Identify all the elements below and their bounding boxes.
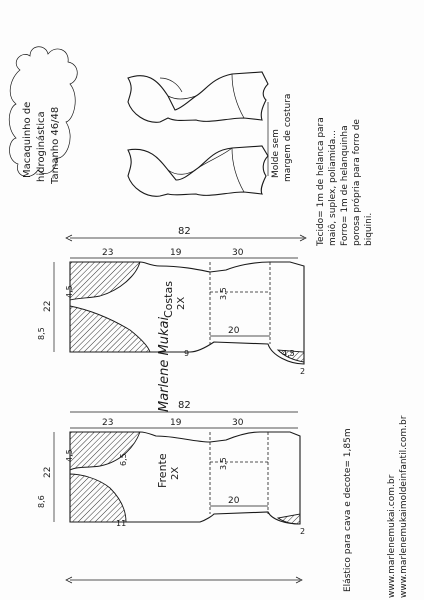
back-dim-2: 2 <box>300 367 306 376</box>
footer-url-2: www.marlenemukaimoldeinfantil.com.br <box>399 415 409 598</box>
sketch-back-view <box>128 72 268 122</box>
back-dim-30: 30 <box>232 248 244 258</box>
material-line-2: maiô, suplex, poliamida... <box>328 130 338 246</box>
molde-note-line-2: margem de costura <box>283 93 293 182</box>
front-dim-2: 2 <box>300 527 306 536</box>
front-dim-11: 11 <box>116 519 127 528</box>
footer-url-1: www.marlenemukai.com.br <box>387 474 397 598</box>
back-dim-19: 19 <box>170 248 182 258</box>
back-label: Costas <box>162 281 175 318</box>
back-dim-23: 23 <box>102 248 114 258</box>
front-dim-20: 20 <box>228 496 240 506</box>
front-label: Frente <box>156 453 169 488</box>
material-line-3: Forro= 1m de helanquinha <box>340 125 350 246</box>
back-dim-9: 9 <box>184 349 190 358</box>
material-line-1: Tecido= 1m de helanca para <box>316 117 326 246</box>
front-dim-19: 19 <box>170 418 182 428</box>
title-line-1: Macaquinho de <box>22 101 33 178</box>
title-line-2: hidroginástica <box>36 111 47 182</box>
front-dim-22: 22 <box>43 466 53 478</box>
title-line-3: Tamanho 46/48 <box>50 106 61 184</box>
back-count: 2X <box>176 296 187 310</box>
front-dim-30: 30 <box>232 418 244 428</box>
front-count: 2X <box>170 466 181 480</box>
signature: Marlene Mukai <box>157 316 172 412</box>
front-dim-23: 23 <box>102 418 114 428</box>
material-line-5: biquini. <box>364 212 374 246</box>
back-dim-20: 20 <box>228 326 240 336</box>
back-dim-22: 22 <box>43 300 53 312</box>
front-dim-82: 82 <box>178 400 191 411</box>
back-dim-35: 3,5 <box>219 287 228 300</box>
back-dim-82: 82 <box>178 226 191 237</box>
back-dim-45: 4,5 <box>65 285 74 298</box>
front-dim-45: 4,5 <box>65 449 74 462</box>
elastic-note: Elástico para cava e decote= 1,85m <box>343 428 353 592</box>
sketch-front-view <box>128 146 268 196</box>
back-dim-85: 8,5 <box>37 327 46 340</box>
front-dim-85: 8,6 <box>37 495 46 508</box>
front-pattern-piece <box>37 400 305 583</box>
molde-note-line-1: Molde sem <box>271 129 281 178</box>
front-dim-65: 6,5 <box>119 453 128 466</box>
material-line-4: porosa própria para forro de <box>352 119 362 246</box>
back-dim-45b: 4,5 <box>282 349 295 358</box>
front-dim-35: 3,5 <box>219 457 228 470</box>
